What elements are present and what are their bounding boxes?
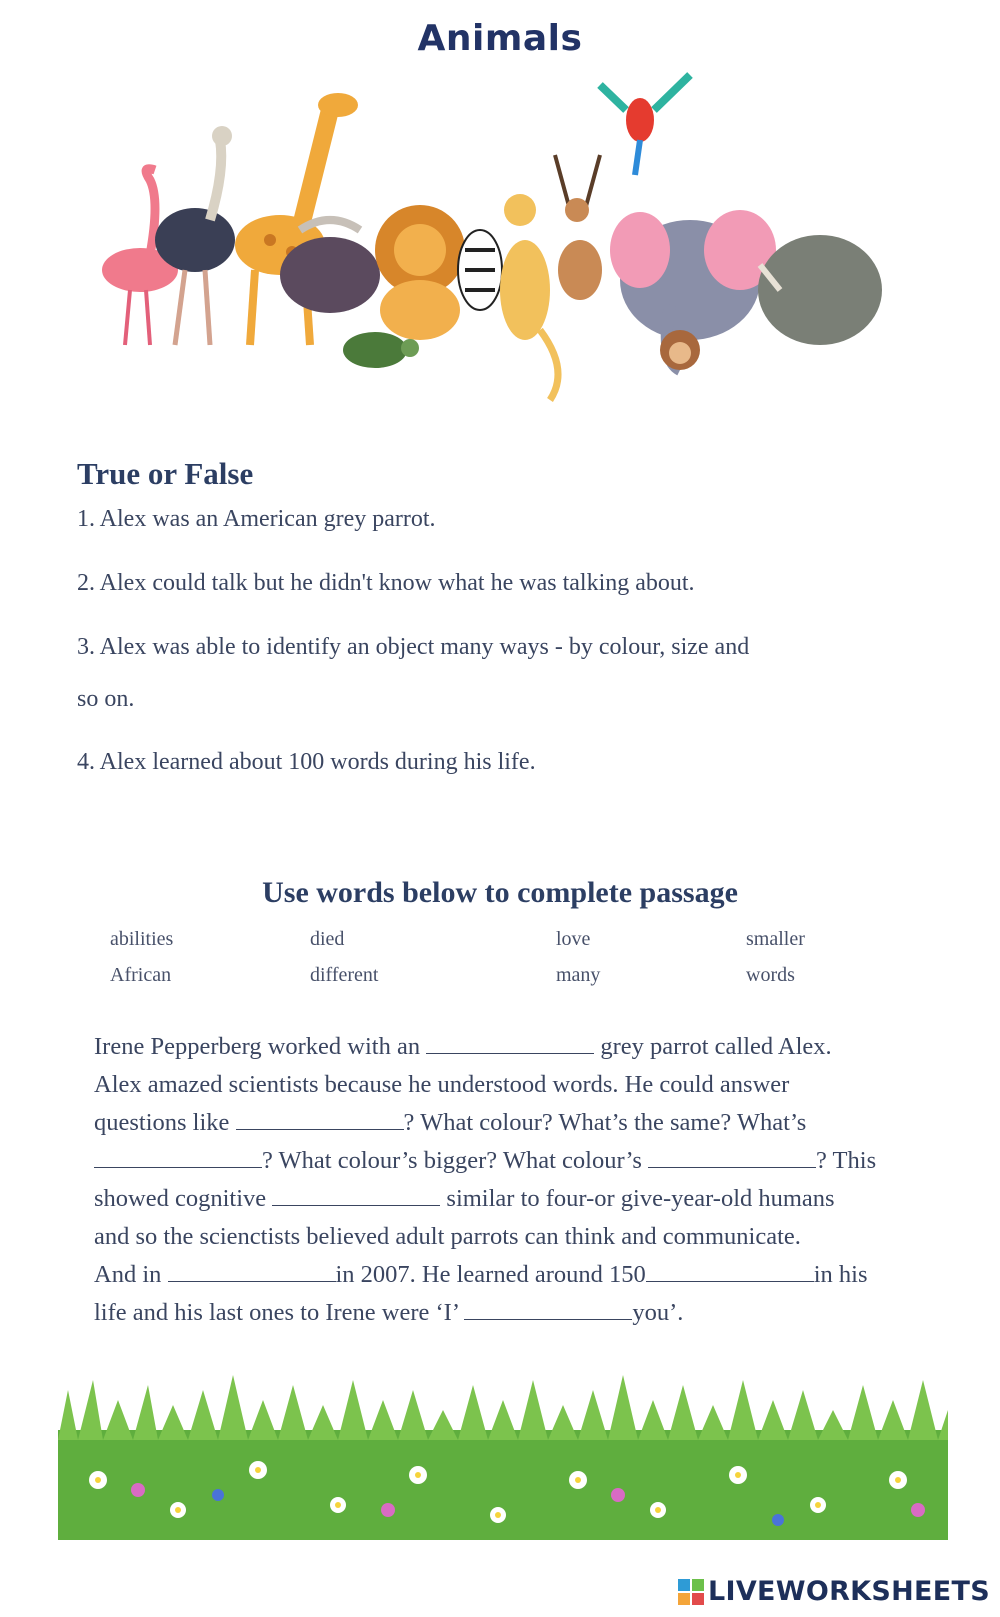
passage-heading: Use words below to complete passage bbox=[262, 876, 738, 909]
passage-text-segment: showed cognitive bbox=[94, 1185, 273, 1212]
word-bank bbox=[110, 928, 910, 1008]
passage-text-segment: and so the scienctists believed adult parrots can think and communicate. bbox=[94, 1223, 801, 1250]
lion-figure bbox=[375, 205, 465, 340]
liveworksheets-brand[interactable] bbox=[678, 1576, 990, 1607]
word-bank-item: African bbox=[110, 964, 172, 986]
answer-blank-3[interactable] bbox=[94, 1145, 262, 1168]
statement-2: 2. Alex could talk but he didn't know what he was talking about. bbox=[77, 570, 695, 596]
meadow-illustration bbox=[58, 1370, 948, 1540]
parrot-figure bbox=[600, 75, 690, 175]
passage-line bbox=[94, 1256, 954, 1294]
passage-text-segment: ? This bbox=[816, 1147, 877, 1174]
zebra-figure bbox=[458, 230, 502, 310]
answer-blank-7[interactable] bbox=[646, 1259, 814, 1282]
word-bank-item: smaller bbox=[746, 928, 805, 950]
word-bank-item: different bbox=[310, 964, 379, 986]
rhino-figure bbox=[758, 235, 882, 345]
passage-text-segment: ? What colour? What’s the same? What’s bbox=[403, 1109, 807, 1136]
passage-line bbox=[94, 1028, 954, 1066]
word-bank-item: love bbox=[556, 928, 591, 950]
brand-name: LIVEWORKSHEETS bbox=[707, 1576, 990, 1607]
passage-text-segment: similar to four-or give-year-old humans bbox=[440, 1185, 835, 1212]
word-bank-item: words bbox=[746, 964, 795, 986]
passage-text-segment: life and his last ones to Irene were ‘I’ bbox=[94, 1299, 465, 1326]
passage-text-segment: questions like bbox=[94, 1109, 236, 1136]
page-title: Animals bbox=[417, 18, 583, 59]
passage-text-segment: grey parrot called Alex. bbox=[594, 1033, 832, 1060]
passage-line bbox=[94, 1104, 954, 1142]
answer-blank-1[interactable] bbox=[426, 1031, 594, 1054]
true-false-heading: True or False bbox=[77, 456, 254, 491]
answer-blank-5[interactable] bbox=[272, 1183, 440, 1206]
word-bank-item: many bbox=[556, 964, 601, 986]
passage-text-segment: in 2007. He learned around 150 bbox=[335, 1261, 646, 1288]
animals-illustration bbox=[80, 70, 900, 430]
monkey-figure bbox=[660, 330, 700, 370]
statement-4: 4. Alex learned about 100 words during his life. bbox=[77, 749, 536, 775]
passage-text-segment: Alex amazed scientists because he understood words. He could answer bbox=[94, 1071, 790, 1098]
passage-text-segment: in his bbox=[813, 1261, 868, 1288]
passage-line bbox=[94, 1294, 954, 1332]
ostrich-figure bbox=[155, 126, 235, 345]
passage-line bbox=[94, 1142, 954, 1180]
answer-blank-4[interactable] bbox=[648, 1145, 816, 1168]
gazelle-figure bbox=[555, 155, 602, 300]
cheetah-figure bbox=[500, 194, 558, 400]
word-bank-item: abilities bbox=[110, 928, 174, 950]
passage-text-segment: you’. bbox=[632, 1299, 684, 1326]
answer-blank-6[interactable] bbox=[168, 1259, 336, 1282]
liveworksheets-logo-icon bbox=[678, 1579, 704, 1605]
passage-text-segment: Irene Pepperberg worked with an bbox=[94, 1033, 427, 1060]
statement-1: 1. Alex was an American grey parrot. bbox=[77, 506, 436, 532]
passage-line bbox=[94, 1066, 954, 1104]
statement-3: 3. Alex was able to identify an object many ways - by colour, size and bbox=[77, 634, 750, 660]
passage-text-segment: And in bbox=[94, 1261, 168, 1288]
word-bank-item: died bbox=[310, 928, 345, 950]
passage-text-segment: ? What colour’s bigger? What colour’s bbox=[262, 1147, 648, 1174]
passage-line bbox=[94, 1180, 954, 1218]
passage-line bbox=[94, 1218, 954, 1256]
statement-3-continued: so on. bbox=[77, 686, 135, 712]
passage-text bbox=[94, 1028, 954, 1332]
answer-blank-2[interactable] bbox=[236, 1107, 404, 1130]
answer-blank-8[interactable] bbox=[464, 1297, 632, 1320]
